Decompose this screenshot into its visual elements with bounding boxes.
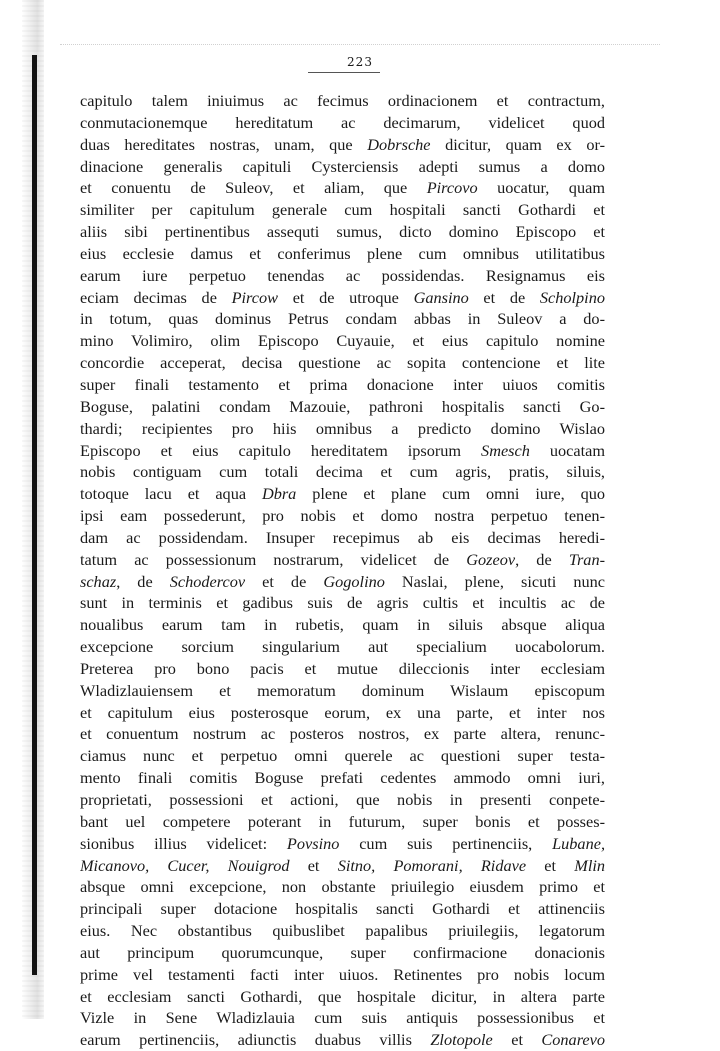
italic-name: Dobrsche — [367, 134, 431, 154]
text-segment: similiter per capitulum generale cum hospitali sancti Gothardi et — [80, 200, 605, 220]
text-segment: et conuentu de Suleov, et aliam, que — [80, 178, 427, 198]
text-line — [80, 330, 605, 352]
text-line — [80, 833, 605, 855]
text-line — [80, 221, 605, 243]
text-segment: et conuentum nostrum ac posteros nostros, ex parte altera, renunc- — [80, 724, 605, 744]
scan-noise — [60, 44, 660, 47]
text-segment: excepcione sorcium singularium aut specialium uocabolorum. — [80, 637, 605, 657]
italic-name: Sitno, Pomorani, Ridave — [337, 855, 527, 875]
text-segment: et — [492, 1030, 542, 1050]
text-line — [80, 352, 605, 374]
text-line — [80, 1029, 605, 1051]
text-line — [80, 527, 605, 549]
text-segment: uocatur, quam — [477, 178, 605, 198]
text-line — [80, 461, 605, 483]
text-segment: et capitulum eius posterosque eorum, ex una parte, et inter nos — [80, 702, 605, 722]
text-segment: absque omni excepcione, non obstante priuilegio eiusdem primo et — [80, 877, 605, 897]
text-line — [80, 549, 605, 571]
italic-name: Gogolino — [323, 571, 385, 591]
text-line — [80, 767, 605, 789]
text-line — [80, 483, 605, 505]
italic-name: schaz — [80, 571, 117, 591]
italic-name: Dbra — [261, 484, 297, 504]
text-line — [80, 680, 605, 702]
text-line — [80, 592, 605, 614]
text-segment: sunt in terminis et gadibus suis de agris cultis et incultis ac de — [80, 593, 605, 613]
text-segment: et de utroque — [278, 287, 414, 307]
book-spine-shadow — [32, 55, 37, 975]
text-line — [80, 702, 605, 724]
italic-name: Scholpino — [539, 287, 605, 307]
text-segment: ciamus nunc et perpetuo omni querele ac questioni super testa- — [80, 746, 605, 766]
text-line — [80, 614, 605, 636]
text-segment: et — [526, 855, 575, 875]
italic-name: Pircovo — [426, 178, 478, 198]
italic-name: Mlin — [574, 855, 605, 875]
text-segment: dam ac possidendam. Insuper recepimus ab eis decimas heredi- — [80, 527, 605, 547]
text-segment: dinacione generalis capituli Cysterciensis adepti sumus a domo — [80, 156, 605, 176]
text-segment: et de — [245, 571, 324, 591]
text-segment: aut principum quorumcunque, super confirmacione donacionis — [80, 942, 605, 962]
page-number: 223 — [347, 55, 373, 69]
text-line — [80, 1007, 605, 1029]
text-segment: earum iure perpetuo tenendas ac possidendas. Resignamus eis — [80, 265, 605, 285]
text-line — [80, 440, 605, 462]
italic-name: Gozeov — [466, 549, 516, 569]
italic-name: Gansino — [413, 287, 469, 307]
text-segment: concordie acceperat, decisa questione ac sopita contencione et lite — [80, 353, 605, 373]
text-segment: bant uel competere poterant in futurum, super bonis et posses- — [80, 811, 605, 831]
text-segment: mento finali comitis Boguse prefati cedentes ammodo omni iuri, — [80, 768, 605, 788]
text-segment: Wladizlauiensem et memoratum dominum Wislaum episcopum — [80, 680, 605, 700]
text-segment: conmutacionemque hereditatum ac decimarum, videlicet quod — [80, 112, 605, 132]
text-segment: super finali testamento et prima donacione inter uiuos comitis — [80, 374, 605, 394]
text-line — [80, 964, 605, 986]
text-line — [80, 658, 605, 680]
text-line — [80, 199, 605, 221]
text-segment: , de — [116, 571, 170, 591]
text-segment: tatum ac possessionum nostrarum, videlicet de — [80, 549, 467, 569]
text-line — [80, 177, 605, 199]
text-segment: eius. Nec obstantibus quibuslibet papalibus priuilegiis, legatorum — [80, 921, 605, 941]
text-segment: , de — [515, 549, 569, 569]
text-line — [80, 374, 605, 396]
text-segment: mino Volimiro, olim Episcopo Cuyauie, et eius capitulo nomine — [80, 331, 605, 351]
text-line — [80, 396, 605, 418]
text-line — [80, 986, 605, 1008]
text-segment: Naslai, plene, sicuti nunc — [384, 571, 605, 591]
text-line — [80, 745, 605, 767]
text-segment: uocatam — [529, 440, 605, 460]
text-segment: Vizle in Sene Wladizlauia cum suis antiquis possessionibus et — [80, 1008, 605, 1028]
text-segment: Preterea pro bono pacis et mutue dileccionis inter ecclesiam — [80, 658, 605, 678]
text-segment: nobis contiguam cum totali decima et cum agris, pratis, siluis, — [80, 462, 605, 482]
text-segment: ipsi eam possederunt, pro nobis et domo nostra perpetuo tenen- — [80, 506, 605, 526]
text-segment: et ecclesiam sancti Gothardi, que hospitale dicitur, in altera parte — [80, 986, 605, 1006]
text-segment: noualibus earum tam in rubetis, quam in siluis absque aliqua — [80, 615, 605, 635]
text-segment: prime vel testamenti facti inter uiuos. Retinentes pro nobis locum — [80, 964, 605, 984]
text-segment: capitulo talem iniuimus ac fecimus ordinacionem et contractum, — [80, 91, 605, 110]
italic-name: Zlotopole — [430, 1030, 493, 1050]
italic-name: Micanovo, Cucer, Nouigrod — [80, 855, 290, 875]
text-segment: cum suis pertinenciis, — [339, 833, 553, 853]
text-line — [80, 134, 605, 156]
text-line — [80, 418, 605, 440]
text-line — [80, 112, 605, 134]
text-segment: et — [289, 855, 338, 875]
text-segment: in totum, quas dominus Petrus condam abbas in Suleov a do- — [80, 309, 605, 329]
text-line — [80, 855, 605, 877]
text-segment: duas hereditates nostras, unam, que — [80, 134, 368, 154]
text-line — [80, 243, 605, 265]
text-line — [80, 265, 605, 287]
text-line — [80, 876, 605, 898]
document-body — [80, 90, 605, 1051]
text-line — [80, 920, 605, 942]
text-segment: totoque lacu et aqua — [80, 484, 262, 504]
text-line — [80, 789, 605, 811]
text-segment: et de — [468, 287, 540, 307]
italic-name: Tran- — [568, 549, 605, 569]
text-segment: thardi; recipientes pro hiis omnibus a predicto domino Wislao — [80, 418, 605, 438]
text-segment: dicitur, quam ex or- — [430, 134, 605, 154]
italic-name: Lubane, — [552, 833, 605, 853]
text-segment: Episcopo et eius capitulo hereditatem ipsorum — [80, 440, 482, 460]
text-line — [80, 898, 605, 920]
text-segment: sionibus illius videlicet: — [80, 833, 287, 853]
text-segment: principali super dotacione hospitalis sancti Gothardi et attinenciis — [80, 899, 605, 919]
italic-name: Pircow — [231, 287, 279, 307]
text-segment: aliis sibi pertinentibus assequti sumus, dicto domino Episcopo et — [80, 222, 605, 242]
text-line — [80, 287, 605, 309]
text-line — [80, 636, 605, 658]
italic-name: Povsino — [286, 833, 340, 853]
italic-name: Smesch — [481, 440, 530, 460]
text-segment: eciam decimas de — [80, 287, 232, 307]
page-number-rule — [308, 72, 380, 73]
italic-name: Conarevo — [541, 1030, 605, 1050]
text-line — [80, 90, 605, 112]
text-line — [80, 571, 605, 593]
text-line — [80, 308, 605, 330]
text-segment: plene et plane cum omni iure, quo — [296, 484, 605, 504]
text-line — [80, 942, 605, 964]
italic-name: Schodercov — [169, 571, 246, 591]
text-segment: earum pertinenciis, adiunctis duabus villis — [80, 1030, 431, 1050]
text-segment: proprietati, possessioni et actioni, que nobis in presenti conpete- — [80, 790, 605, 809]
text-line — [80, 505, 605, 527]
text-line — [80, 723, 605, 745]
text-segment: eius ecclesie damus et conferimus plene cum omnibus utilitatibus — [80, 243, 605, 263]
text-line — [80, 156, 605, 178]
text-segment: Boguse, palatini condam Mazouie, pathroni hospitalis sancti Go- — [80, 396, 605, 416]
text-line — [80, 811, 605, 833]
